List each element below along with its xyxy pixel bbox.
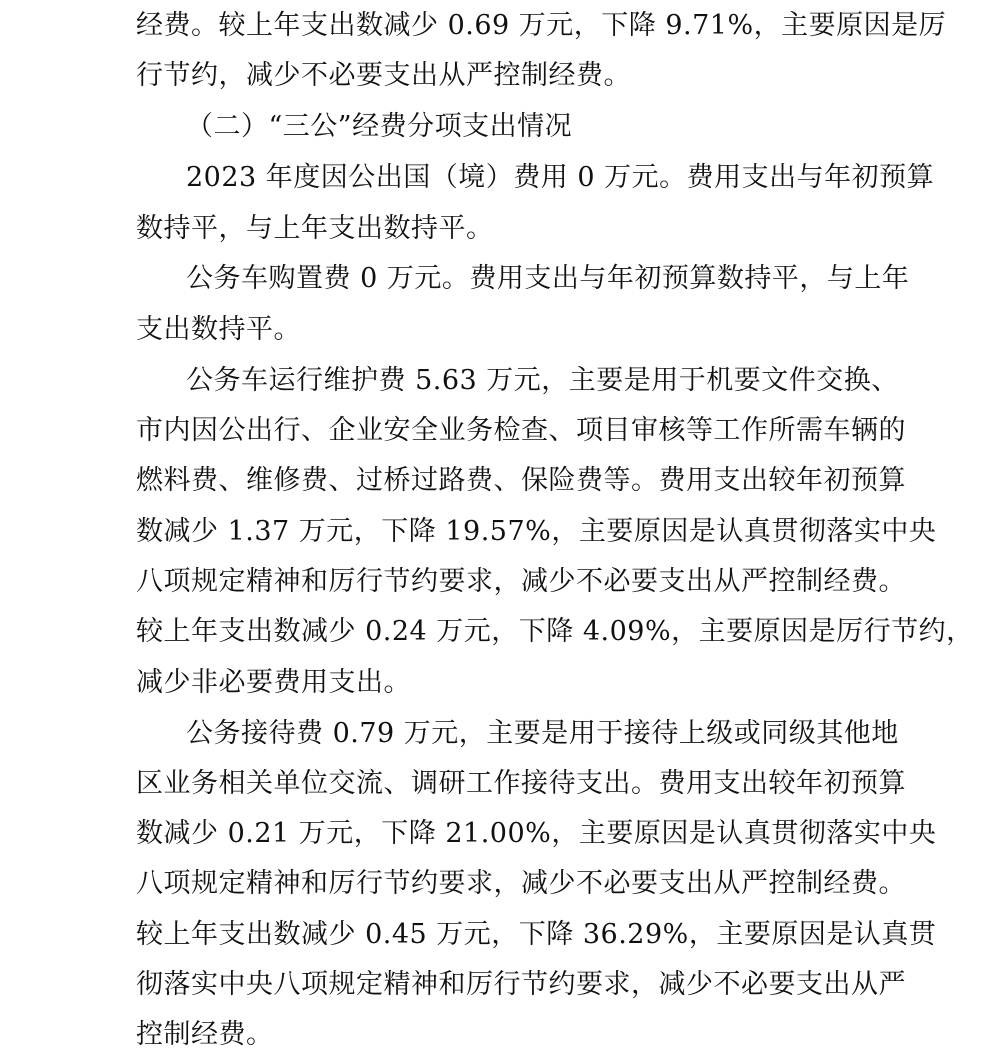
paragraph-line: 八项规定精神和厉行节约要求，减少不必要支出从严控制经费。 [136,868,906,899]
paragraph-line: 区业务相关单位交流、调研工作接待支出。费用支出较年初预算 [136,768,906,799]
paragraph-line: 支出数持平。 [136,314,301,345]
paragraph-line: 公务车运行维护费 5.63 万元，主要是用于机要文件交换、 [186,365,899,396]
paragraph-line: 公务车购置费 0 万元。费用支出与年初预算数持平，与上年 [186,263,910,294]
paragraph-line: 2023 年度因公出国（境）费用 0 万元。费用支出与年初预算 [186,162,935,193]
paragraph-line: 燃料费、维修费、过桥过路费、保险费等。费用支出较年初预算 [136,465,906,496]
paragraph-line: 数减少 0.21 万元，下降 21.00%，主要原因是认真贯彻落实中央 [136,818,937,849]
paragraph-line: 较上年支出数减少 0.45 万元，下降 36.29%，主要原因是认真贯 [136,919,937,950]
paragraph-line: 彻落实中央八项规定精神和厉行节约要求，减少不必要支出从严 [136,969,906,1000]
paragraph-line: 较上年支出数减少 0.24 万元，下降 4.09%，主要原因是厉行节约， [136,616,974,647]
paragraph-line: 控制经费。 [136,1019,274,1050]
paragraph-line: 数减少 1.37 万元，下降 19.57%，主要原因是认真贯彻落实中央 [136,516,937,547]
paragraph-line: 行节约，减少不必要支出从严控制经费。 [136,60,631,91]
paragraph-line: 公务接待费 0.79 万元，主要是用于接待上级或同级其他地 [186,718,899,749]
section-heading: （二）“三公”经费分项支出情况 [186,111,573,142]
paragraph-line: 八项规定精神和厉行节约要求，减少不必要支出从严控制经费。 [136,566,906,597]
paragraph-line: 市内因公出行、企业安全业务检查、项目审核等工作所需车辆的 [136,415,906,446]
paragraph-line: 数持平，与上年支出数持平。 [136,213,494,244]
paragraph-line: 减少非必要费用支出。 [136,667,411,698]
paragraph-line: 经费。较上年支出数减少 0.69 万元，下降 9.71%，主要原因是厉 [136,10,947,41]
